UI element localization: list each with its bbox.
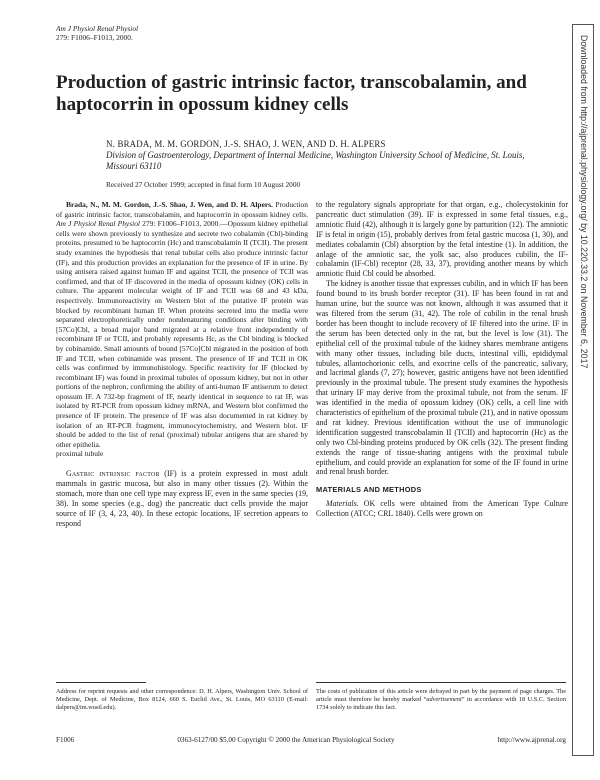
affiliation: Division of Gastroenterology, Department of Internal Medicine, Washington University School of Medicine, St. Louis, Missouri 63110	[106, 150, 525, 171]
body-paragraph-1: to the regulatory signals appropriate for that organ, e.g., cholecystokinin for pancreatic duct stimulation (39). IF is expressed in some fetal tissues, e.g., amniotic fluid (42), although it is largely gone by parturition (12). The amniotic IF is fetal in origin (15), probably derives from fetal gastric mucosa (1, 30), and mediates cobalamin (Cbl) absorption by the fetal intestine (1). In addition, the anlage of the amniotic sac, the yolk sac, also produces cubilin, the IF-cobalamin (IF-Cbl) receptor (28, 33, 37), providing another means by which amniotic fluid Cbl could be absorbed.	[316, 200, 568, 279]
correspondence-footnote: Address for reprint requests and other correspondence: D. H. Alpers, Washington Univ. School of Medicine, Dept. of Medicine, Box 8124, 660 S. Euclid Ave., St. Louis, MO 63110 (E-mail: dalpers@im.wustl.edu).	[56, 688, 308, 711]
copyright-line: 0363-6127/00 $5.00 Copyright © 2000 the American Physiological Society	[177, 736, 395, 744]
abstract-body: 279: F1006–F1013, 2000.—Opossum kidney epithelial cells were shown previously to synthesize and secrete two cobalamin (Cbl)-binding proteins, presumed to be haptocorrin (Hc) and transcobalamin II (TCII). The present study examines the hypothesis that renal tubular cells also produce intrinsic factor (IF), and this production provides an explanation for the presence of IF in urine. By using antisera raised against human IF and against TCII, the presence of TCII was confirmed, and that of IF discovered in the media of opossum kidney (OK) cells in culture. The apparent molecular weight of IF and TCII was 68 and 43 kDa, respectively. Immunoreactivity on Western blot of the putative IF protein was blocked by recombinant human IF. When proteins secreted into the media were separated electrophoretically under nondenaturing conditions after binding with [57Co]Cbl, a broad major band migrated at a relative front independently of recombinant IF or TCII, and probably represents Hc, as the Cbl binding is blocked by cobinamide. Small amounts of bound [57Co]Cbl migrated in the position of both IF and TCII, when cobinamide was present. The presence of IF and TCII in OK cells was confirmed by immunohistology. Specific reactivity for IF (blocked by recombinant IF) was found in proximal tubules of opossum kidney, but not in other portions of the nephron, confirming the ability of anti-human IF antiserum to detect opossum IF. A 732-bp fragment of IF, nearly identical in sequence to rat IF, was isolated by RT-PCR from opossum kidney mRNA, and Western blot confirmed the presence of IF protein. The presence of IF was also documented in rat kidney by isolation of an RT-PCR fragment, immunocytochemistry, and Western blot. IF should be added to the list of renal (proximal) tubular antigens that are shared by other epithelia.	[56, 219, 308, 449]
intro-paragraph	[56, 469, 308, 528]
left-column	[56, 200, 308, 529]
journal-name: Am J Physiol Renal Physiol	[56, 24, 139, 33]
abstract-title: Production of gastric intrinsic factor, transcobalamin, and haptocorrin in opossum kidney cells.	[56, 200, 308, 219]
footnote-rule-left	[56, 682, 146, 683]
page-footer	[56, 736, 566, 744]
download-notice[interactable]: Downloaded from http://ajprenal.physiology.org/ by 10.220.33.2 on November 6, 2017	[579, 35, 589, 369]
cost-note-end: ” in accordance with 18 U.S.C. Section 1734 solely to indicate this fact.	[316, 696, 566, 711]
publication-cost-footnote	[316, 688, 566, 712]
page-number: F1006	[56, 736, 75, 744]
intro-text: (IF) is a protein expressed in most adult mammals in gastric mucosa, but also in many other tissues (2). Within the stomach, more than one cell type may express IF, even in the same species (19, 38). In some species (e.g., dog) the pancreatic duct cells provide the major source of IF (3, 4, 23, 40). In these ectopic locations, IF secretion appears to respond	[56, 469, 308, 528]
methods-paragraph	[316, 499, 568, 519]
intro-lead-caps: Gastric intrinsic factor	[66, 469, 160, 479]
body-paragraph-2: The kidney is another tissue that expresses cubilin, and in which IF has been found bound to its brush border receptor (31). IF has been found in rat and human urine, but the source was not known, although it was assumed that it was filtered from the serum (31, 42). The role of cubilin in the renal brush border has been thought to include recovery of IF filtered into the urine. IF in the serum has been detected only in the rat, but the level is low (31). The epithelial cell of the proximal tubule of the kidney shares membrane antigens with many other tissues, including bile ducts, intestinal villi, epididymal tubules, allantochorionic cells, and exocrine cells of the pancreatic, salivary, and lacrimal glands (7, 27); however, gastric antigens have not been identified previously in the proximal tubule. The present study examines the hypothesis that urinary IF may derive from the proximal tubule, not from the serum. IF was identified in the media of opossum kidney (OK) cells, a cell line with characteristics of epithelium of the proximal tubule (21), and in native opossum and rat kidney. Previous identification without the use of immunologic identification suggested transcobalamin II (TCII) and haptocorrin (Hc) as the only two Cbl-binding proteins produced by OK cells (32). The present finding extends the range of tissue-sharing antigens with the proximal tubule epithelium, and could provide an explanation for some of the IF found in urine and renal brush border.	[316, 279, 568, 477]
abstract-journal: Am J Physiol Renal Physiol	[56, 219, 140, 229]
cost-note-italic: advertisement	[426, 696, 462, 703]
keywords: proximal tubule	[56, 449, 104, 459]
received-dates: Received 27 October 1999; accepted in final form 10 August 2000	[106, 180, 301, 189]
right-column	[316, 200, 568, 519]
article-title: Production of gastric intrinsic factor, transcobalamin, and haptocorrin in opossum kidney cells	[56, 72, 527, 115]
methods-text: OK cells were obtained from the American Type Culture Collection (ATCC; CRL 1840). Cells were grown on	[316, 499, 568, 519]
author-list: N. BRADA, M. M. GORDON, J.-S. SHAO, J. WEN, AND D. H. ALPERS	[106, 139, 386, 149]
journal-url[interactable]: http://www.ajprenal.org	[497, 736, 566, 744]
download-sidebar	[572, 24, 594, 756]
abstract	[56, 200, 308, 449]
methods-label: Materials.	[326, 499, 359, 509]
cost-note-start: The costs of publication of this article were defrayed in part by the payment of page charges. The article must therefore be hereby marked “	[316, 688, 566, 703]
abstract-authors: Brada, N., M. M. Gordon, J.-S. Shao, J. Wen, and D. H. Alpers.	[66, 200, 273, 209]
journal-volume: 279: F1006–F1013, 2000.	[56, 33, 133, 42]
methods-heading: MATERIALS AND METHODS	[316, 485, 422, 495]
journal-reference	[56, 24, 138, 42]
footnote-rule-right	[316, 682, 566, 683]
